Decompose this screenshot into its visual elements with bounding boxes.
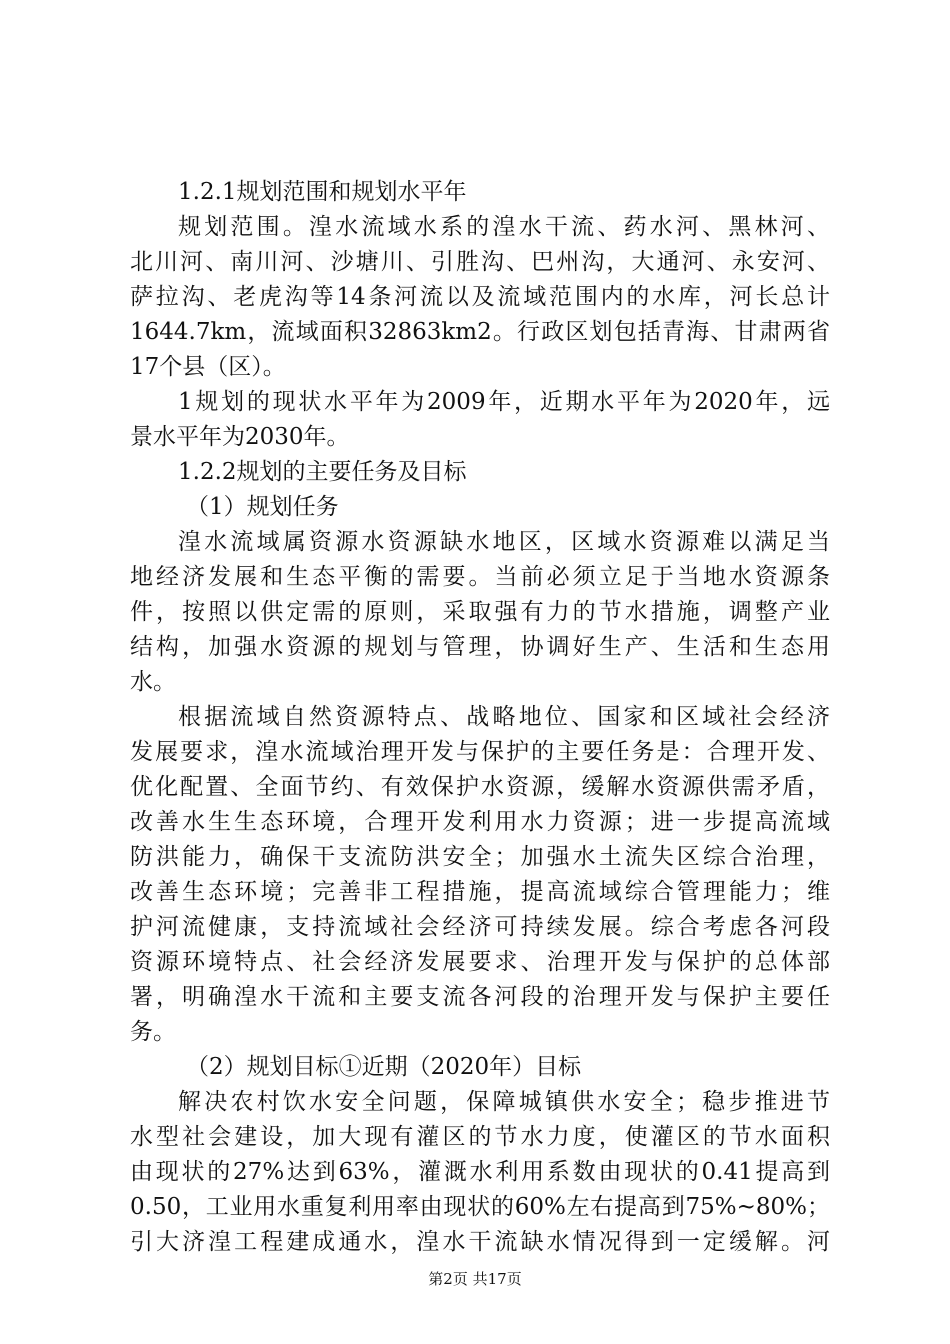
paragraph-line: 发展要求，湟水流域治理开发与保护的主要任务是：合理开发、 (130, 739, 830, 765)
paragraph-line: 引大济湟工程建成通水，湟水干流缺水情况得到一定缓解。河 (130, 1229, 830, 1255)
paragraph-line: 根据流域自然资源特点、战略地位、国家和区域社会经济 (178, 704, 830, 730)
subheading-planning-goals: （2）规划目标①近期（2020年）目标 (186, 1054, 582, 1080)
paragraph-line: 萨拉沟、老虎沟等14条河流以及流域范围内的水库，河长总计 (130, 284, 830, 310)
paragraph-line: 改善水生生态环境，合理开发利用水力资源；进一步提高流域 (130, 809, 830, 835)
paragraph-line: 水。 (130, 669, 176, 695)
paragraph-line: 改善生态环境；完善非工程措施，提高流域综合管理能力；维 (130, 879, 830, 905)
paragraph-line: 规划范围。湟水流域水系的湟水干流、药水河、黑林河、 (178, 214, 830, 240)
paragraph-line: 景水平年为2030年。 (130, 424, 350, 450)
paragraph-line: 1644.7km，流域面积32863km2。行政区划包括青海、甘肃两省 (130, 319, 830, 345)
paragraph-line: 17个县（区）。 (130, 354, 286, 380)
paragraph-line: 务。 (130, 1019, 176, 1045)
paragraph-line: 北川河、南川河、沙塘川、引胜沟、巴州沟，大通河、永安河、 (130, 249, 830, 275)
paragraph-line: 由现状的27%达到63%，灌溉水利用系数由现状的0.41提高到 (130, 1159, 830, 1185)
paragraph-line: 优化配置、全面节约、有效保护水资源，缓解水资源供需矛盾， (130, 774, 830, 800)
subheading-planning-tasks: （1）规划任务 (186, 494, 339, 520)
paragraph-line: 湟水流域属资源水资源缺水地区，区域水资源难以满足当 (178, 529, 830, 555)
paragraph-line: 解决农村饮水安全问题，保障城镇供水安全；稳步推进节 (178, 1089, 830, 1115)
paragraph-line: 署，明确湟水干流和主要支流各河段的治理开发与保护主要任 (130, 984, 830, 1010)
paragraph-line: 水型社会建设，加大现有灌区的节水力度，使灌区的节水面积 (130, 1124, 830, 1150)
paragraph-line: 护河流健康，支持流域社会经济可持续发展。综合考虑各河段 (130, 914, 830, 940)
paragraph-line: 1规划的现状水平年为2009年，近期水平年为2020年，远 (178, 389, 830, 415)
page-footer: 第2页 共17页 (428, 1270, 522, 1288)
paragraph-line: 结构，加强水资源的规划与管理，协调好生产、生活和生态用 (130, 634, 830, 660)
paragraph-line: 资源环境特点、社会经济发展要求、治理开发与保护的总体部 (130, 949, 830, 975)
paragraph-line: 0.50，工业用水重复利用率由现状的60%左右提高到75%~80%； (130, 1194, 830, 1220)
section-heading-1-2-1: 1.2.1规划范围和规划水平年 (178, 179, 467, 205)
paragraph-line: 防洪能力，确保干支流防洪安全；加强水土流失区综合治理， (130, 844, 830, 870)
section-heading-1-2-2: 1.2.2规划的主要任务及目标 (178, 459, 467, 485)
paragraph-line: 件，按照以供定需的原则，采取强有力的节水措施，调整产业 (130, 599, 830, 625)
paragraph-line: 地经济发展和生态平衡的需要。当前必须立足于当地水资源条 (130, 564, 830, 590)
